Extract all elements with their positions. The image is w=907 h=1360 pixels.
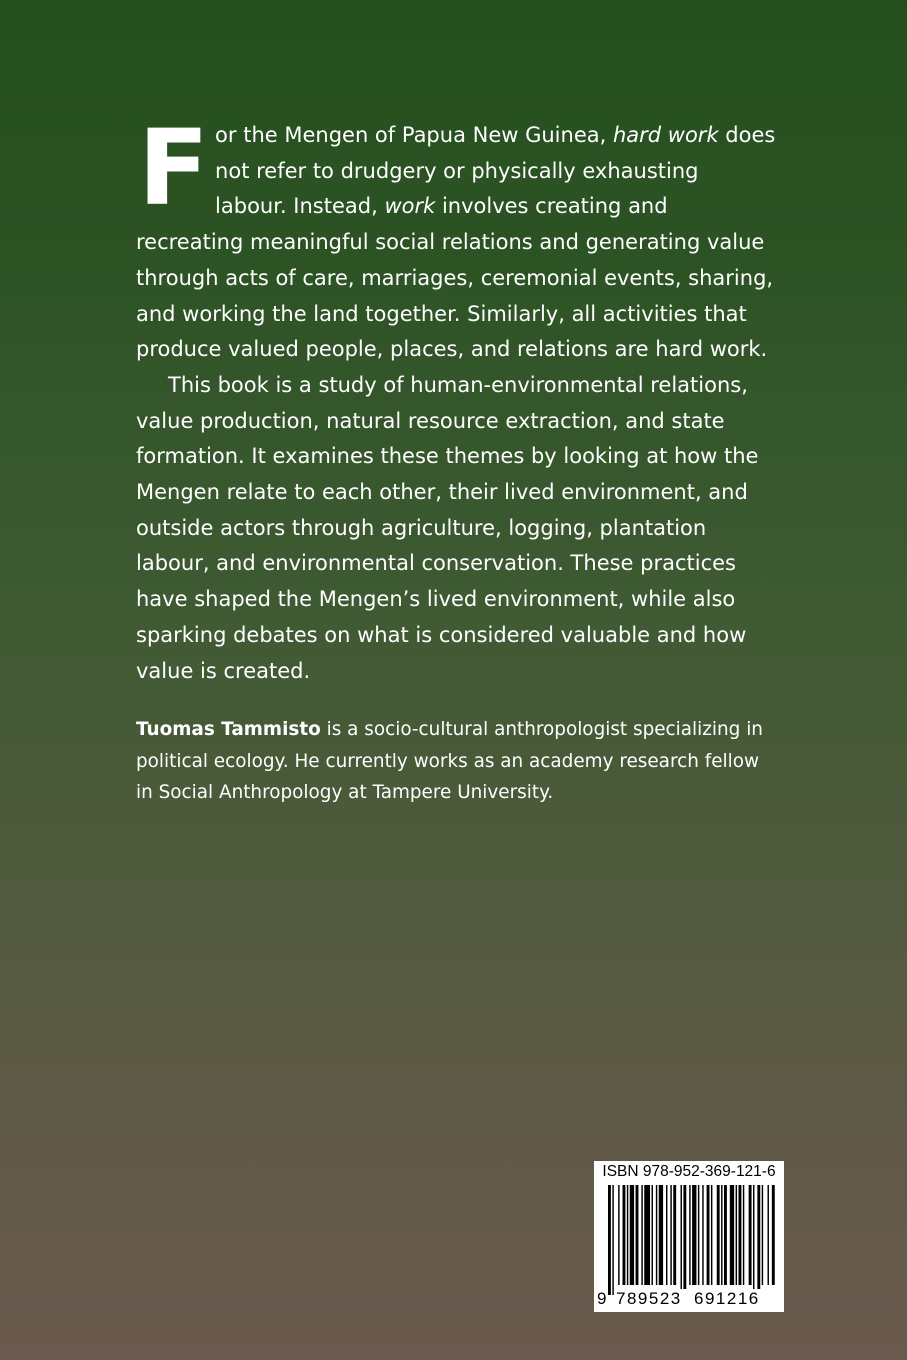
- barcode-bar: [730, 1185, 734, 1285]
- blurb-text-1a: or the Mengen of Papua New Guinea,: [215, 123, 613, 147]
- ean-first-digit: 9: [597, 1289, 607, 1308]
- emphasis-hard-work: hard work: [612, 123, 719, 147]
- barcode-bar: [772, 1185, 775, 1285]
- barcode-bar: [768, 1185, 769, 1285]
- blurb-paragraph-1: [136, 107, 776, 368]
- barcode-bar: [659, 1185, 663, 1285]
- barcode-bar: [753, 1185, 754, 1295]
- barcode-bar: [698, 1185, 699, 1285]
- barcode-bar: [692, 1185, 696, 1285]
- barcode-bar: [623, 1185, 626, 1285]
- barcode-bar: [612, 1185, 613, 1295]
- barcode-bar: [656, 1185, 657, 1285]
- barcode-bar: [681, 1185, 682, 1295]
- barcode-bar: [683, 1185, 686, 1295]
- barcode-bar: [711, 1185, 712, 1285]
- barcode-bar: [702, 1185, 703, 1285]
- barcode-bar: [644, 1185, 650, 1285]
- blurb-text-1b: does not refer to drudgery or physically exhausting labour. Instead,: [215, 123, 776, 219]
- emphasis-work: work: [384, 194, 436, 219]
- barcode-bar: [739, 1185, 742, 1285]
- barcode-bar: [618, 1185, 619, 1285]
- barcode-bar: [743, 1185, 744, 1285]
- barcode-bar: [627, 1185, 628, 1285]
- author-name: Tuomas Tammisto: [136, 719, 321, 740]
- barcode-bar: [736, 1185, 737, 1285]
- barcode-bar: [666, 1185, 667, 1285]
- drop-cap: F: [138, 107, 208, 229]
- barcode-bar: [673, 1185, 676, 1285]
- barcode-bar: [630, 1185, 634, 1285]
- barcode-bar: [749, 1185, 752, 1285]
- ean-right-digits: 691216: [694, 1289, 774, 1309]
- blurb-text-1c: involves creating and recreating meaningful social relations and generating value through acts of care, marriages, ceremonial events, sharing, and working the land together. Similarly, all activities that produce valued people, places, and relations are hard work.: [136, 194, 774, 362]
- isbn-label: ISBN 978-952-369-121-6: [602, 1163, 776, 1180]
- barcode-bar: [608, 1185, 611, 1295]
- isbn-barcode: [594, 1161, 784, 1312]
- barcode-bar: [721, 1185, 722, 1285]
- barcode-bar: [636, 1185, 639, 1285]
- author-bio-text: is a socio-cultural anthropologist specializing in political ecology. He currently works as an academy research fellow in Social Anthropology at Tampere University.: [136, 719, 763, 803]
- barcode-bar: [762, 1185, 763, 1285]
- barcode-bar: [641, 1185, 642, 1285]
- barcode-bars: [600, 1185, 778, 1303]
- barcode-bar: [707, 1185, 710, 1285]
- barcode-bar: [652, 1185, 653, 1285]
- blurb-paragraph-2: This book is a study of human-environmental relations, value production, natural resource extraction, and state formation. It examines these themes by looking at how the Mengen relate to each other, their lived environment, and outside actors through agriculture, logging, plantation labour, and environmental conservation. These practices have shaped the Mengen’s lived environment, while also sparking debates on what is considered valuable and how value is created.: [136, 372, 759, 683]
- author-bio: [136, 714, 776, 809]
- barcode-bar: [724, 1185, 727, 1285]
- blurb: [136, 107, 776, 689]
- ean-left-digits: 789523: [616, 1289, 692, 1309]
- barcode-bar: [717, 1185, 720, 1285]
- barcode-bar: [757, 1185, 760, 1295]
- barcode-bar: [670, 1185, 671, 1285]
- barcode-bar: [689, 1185, 690, 1285]
